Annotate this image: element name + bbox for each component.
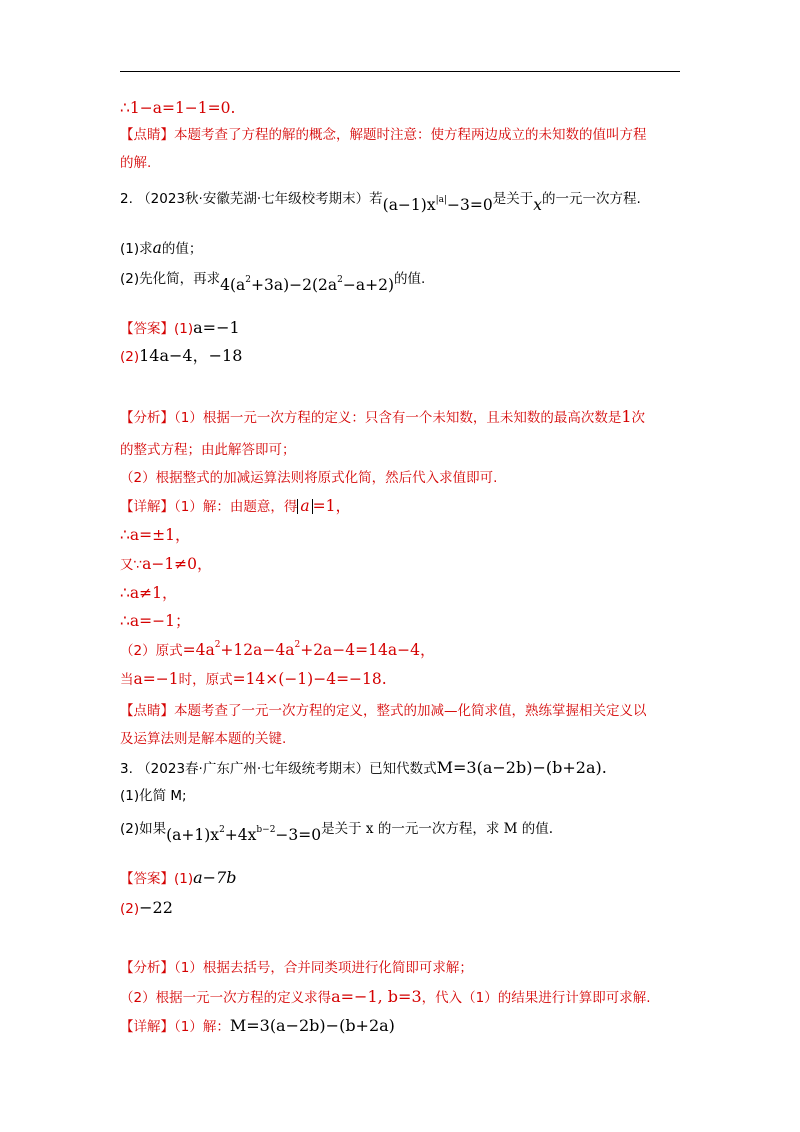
question-source: （2023春·广东广州·七年级统考期末）已知代数式	[137, 761, 437, 777]
q2-xiangjie-1: 【详解】（1）解：由题意，得 a =1，	[120, 497, 351, 515]
q3-answer-1: 【答案】(1)a−7b	[120, 868, 237, 887]
q2-part1: (1)求a的值；	[120, 239, 203, 257]
q2-dianjing-1: 【点睛】本题考查了一元一次方程的定义，整式的加减—化简求值，熟练掌握相关定义以	[120, 703, 647, 719]
analysis-label: 【分析】	[120, 410, 174, 426]
q2-part2: (2)先化简，再求$4(a^2+3a)-2(2a^2-a+2)$的值.	[120, 271, 426, 294]
solution-label: 【详解】	[120, 499, 174, 515]
q3-part2: (2)如果$(a+1)x^2+4x^{b-2}-3=0$是关于 x 的一元一次方程，求 M 的值.	[120, 821, 554, 844]
q2-xiangjie-3: 又∵a−1≠0，	[120, 555, 213, 573]
q3-xiangjie-1: 【详解】（1）解：M=3(a−2b)−(b+2a)	[120, 1016, 395, 1035]
q2-equation: $(a-1)x^{|a|}-3=0$	[382, 194, 493, 214]
q3-equation: $(a+1)x^2+4x^{b-2}-3=0$	[166, 824, 322, 844]
absolute-value: a	[297, 499, 312, 514]
q2-xiangjie-4: ∴a≠1，	[120, 584, 178, 602]
q2-xiangjie-5: ∴a=−1；	[120, 612, 191, 630]
q3-part1: (1)化简 M;	[120, 788, 187, 804]
dianjing-label: 【点睛】	[120, 127, 174, 143]
q3-stem	[120, 758, 607, 779]
q2-fenxi-1: 【分析】（1）根据一元一次方程的定义：只含有一个未知数，且未知数的最高次数是1次	[120, 407, 646, 426]
q3-expression: M=3(a−2b)−(b+2a).	[436, 758, 607, 777]
answer-label: 【答案】	[120, 321, 174, 337]
solution-label: 【详解】	[120, 1019, 174, 1035]
q3-answer-2: (2)−22	[120, 898, 173, 917]
answer-label: 【答案】	[120, 871, 174, 887]
q2-dianjing-2: 及运算法则是解本题的关键.	[120, 731, 287, 747]
q3-fenxi-2: （2）根据一元一次方程的定义求得a=−1, b=3，代入（1）的结果进行计算即可求解.	[120, 987, 651, 1006]
q2-answer-1: 【答案】(1)a=−1	[120, 318, 240, 337]
q2-answer-2: (2)14a−4，−18	[120, 346, 243, 365]
p1-conclusion: ∴1−a=1−1=0.	[120, 99, 236, 117]
question-source: （2023秋·安徽芜湖·七年级校考期末）若	[137, 191, 383, 207]
analysis-label: 【分析】	[120, 960, 174, 976]
q3-fenxi-1: 【分析】（1）根据去括号，合并同类项进行化简即可求解；	[120, 960, 473, 976]
q2-xiangjie-7: 当a=−1时，原式=14×(−1)−4=−18.	[120, 670, 387, 688]
dianjing-label: 【点睛】	[120, 703, 174, 719]
question-number: 3.	[120, 761, 133, 777]
p1-dianjing: 【点睛】本题考查了方程的解的概念，解题时注意：使方程两边成立的未知数的值叫方程	[120, 127, 647, 143]
question-number: 2.	[120, 191, 133, 207]
q2-fenxi-2: （2）根据整式的加减运算法则将原式化简，然后代入求值即可.	[120, 470, 498, 486]
q2-stem: 2. （2023秋·安徽芜湖·七年级校考期末）若$(a-1)x^{|a|}-3=0$是关于x的一元一次方程.	[120, 191, 641, 214]
header-rule	[120, 71, 680, 72]
q2-xiangjie-2: ∴a=±1，	[120, 526, 191, 544]
q2-fenxi-1-cont: 的整式方程；由此解答即可；	[120, 442, 296, 458]
q2-part2-expression: $4(a^2+3a)-2(2a^2-a+2)$	[220, 274, 395, 294]
p1-dianjing-cont: 的解.	[120, 155, 152, 171]
q2-xiangjie-6: （2）原式$=4a^2+12a-4a^2+2a-4=14a-4$，	[120, 639, 436, 659]
